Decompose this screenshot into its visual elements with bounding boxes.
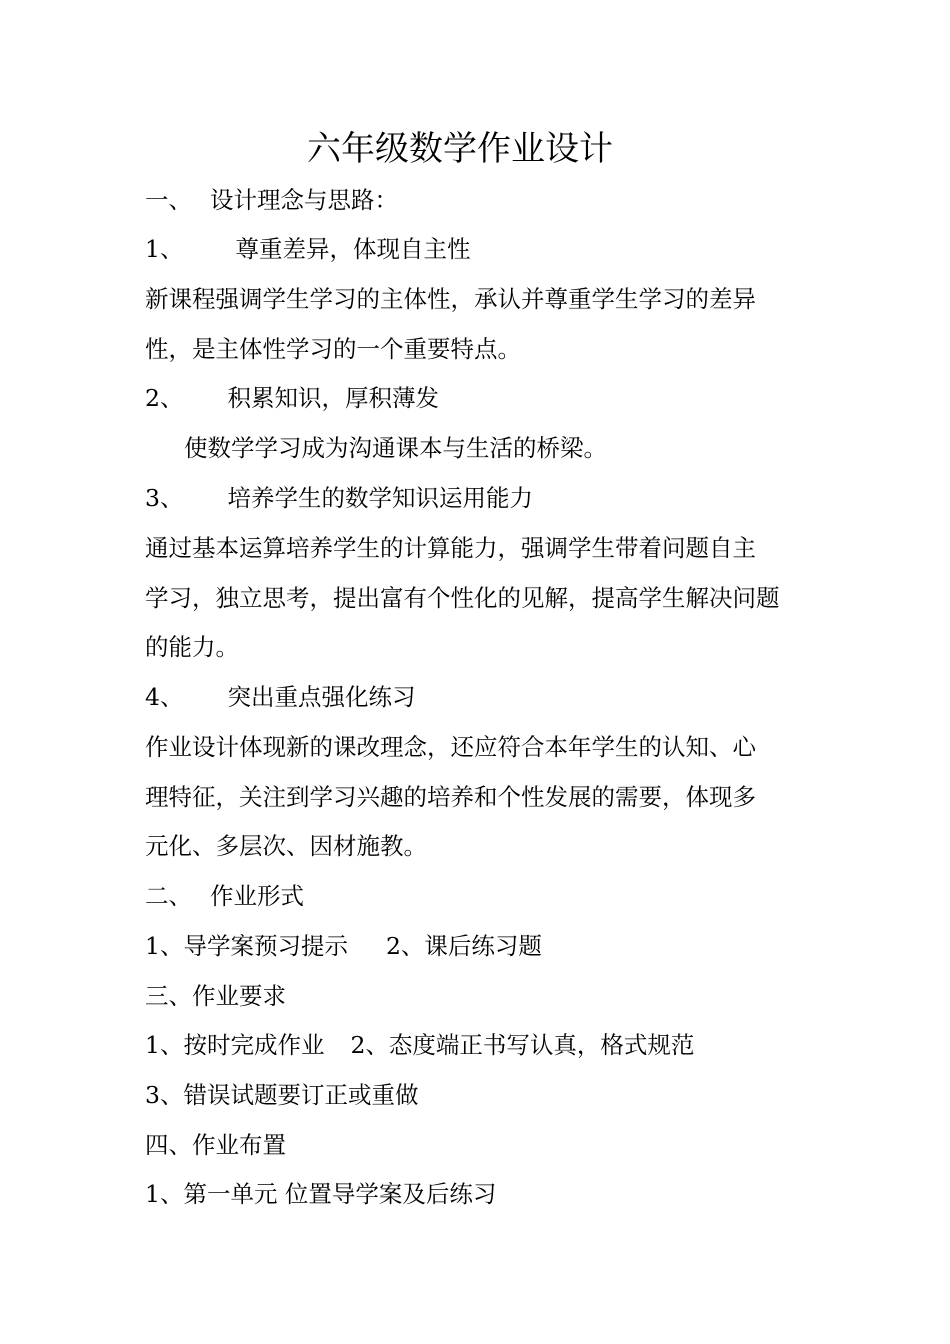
requirement-item-2: 2、态度端正书写认真，格式规范: [350, 1031, 695, 1059]
item3-number: 3、: [145, 484, 184, 512]
paragraph-line: 元化、多层次、因材施教。: [145, 832, 427, 860]
paragraph-line: 的能力。: [145, 633, 239, 661]
paragraph-line: 新课程强调学生学习的主体性，承认并尊重学生学习的差异: [145, 285, 756, 313]
item3-heading: [145, 481, 815, 515]
paragraph-line: 学习，独立思考，提出富有个性化的见解，提高学生解决问题: [145, 584, 780, 612]
paragraph-line: 性，是主体性学习的一个重要特点。: [145, 335, 521, 363]
item2-number: 2、: [145, 384, 184, 412]
item4-title: 突出重点强化练习: [227, 683, 416, 711]
item2-heading: [145, 381, 815, 415]
paragraph-line: 通过基本运算培养学生的计算能力，强调学生带着问题自主: [145, 534, 756, 562]
section1-heading: [145, 183, 815, 217]
paragraph-line: 作业设计体现新的课改理念，还应符合本年学生的认知、心: [145, 733, 756, 761]
section2-title: 作业形式: [210, 882, 304, 910]
section2-items: [145, 929, 815, 963]
item4-number: 4、: [145, 683, 184, 711]
item3-title: 培养学生的数学知识运用能力: [227, 484, 533, 512]
section2-heading: [145, 879, 815, 913]
assignment-item-1: 1、第一单元 位置导学案及后练习: [145, 1180, 497, 1208]
section1-number: 一、: [145, 186, 192, 214]
section2-number: 二、: [145, 882, 192, 910]
section3-items: [145, 1028, 815, 1062]
form-item-2: 2、课后练习题: [385, 932, 542, 960]
item4-heading: [145, 680, 815, 714]
section1-title: 设计理念与思路：: [210, 186, 398, 214]
paragraph-line: 使数学学习成为沟通课本与生活的桥梁。: [184, 434, 607, 462]
requirement-item-1: 1、按时完成作业: [145, 1031, 325, 1059]
item1-heading: [145, 232, 815, 266]
requirement-item-3: 3、错误试题要订正或重做: [145, 1081, 419, 1109]
page-title: 六年级数学作业设计: [307, 129, 613, 169]
section4-heading: 四、作业布置: [145, 1131, 286, 1159]
item1-title: 尊重差异，体现自主性: [235, 235, 471, 263]
form-item-1: 1、导学案预习提示: [145, 932, 348, 960]
item2-title: 积累知识，厚积薄发: [227, 384, 439, 412]
paragraph-line: 理特征，关注到学习兴趣的培养和个性发展的需要，体现多: [145, 783, 756, 811]
section3-heading: 三、作业要求: [145, 982, 286, 1010]
item1-number: 1、: [145, 235, 184, 263]
